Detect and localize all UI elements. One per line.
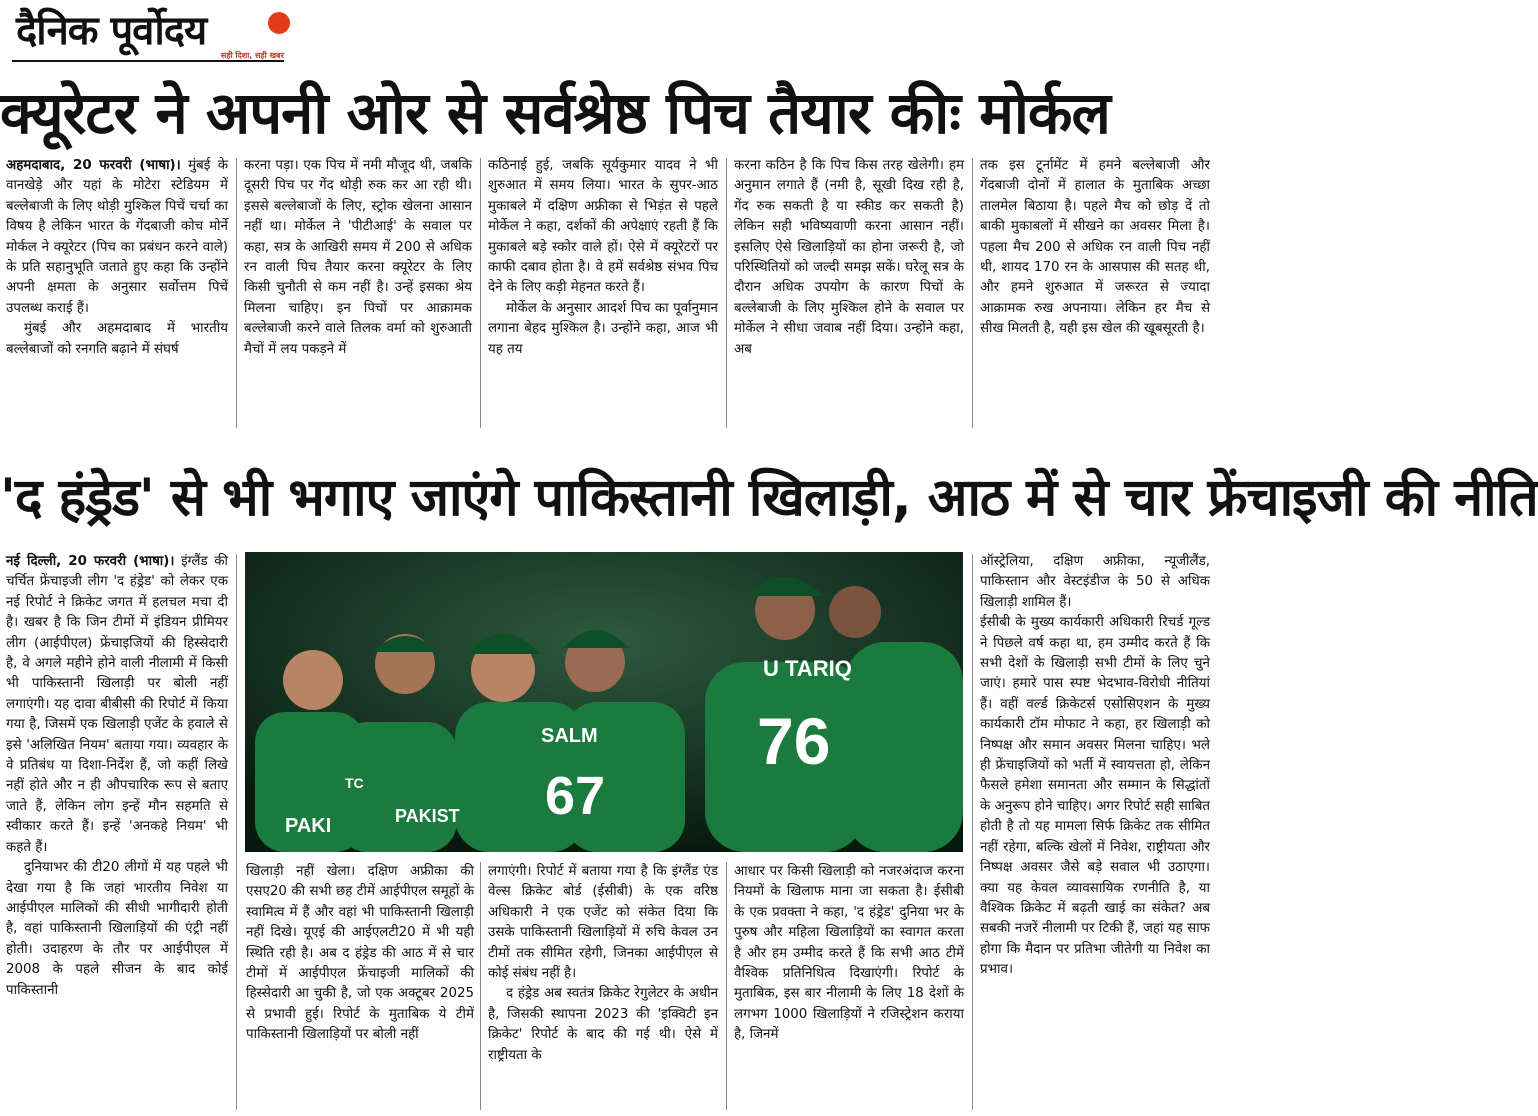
jersey-number: 76 (757, 704, 831, 778)
story2-col4-text: आधार पर किसी खिलाड़ी को नजरअंदाज करना नियमों के खिलाफ माना जा सकता है। ईसीबी के एक प्रवक्ता ने कहा, 'द हंड्रेड' दुनिया भर के पुरुष और महिला खिलाड़ियों का स्वागत करता है और हम उम्मीद करते हैं कि सभी आठ टीमें वैश्विक प्रतिनिधित्व दिखाएंगी। रिपोर्ट के मुताबिक, इस बार नीलामी के लिए 18 देशों के लगभग 1000 खिलाड़ियों ने रजिस्ट्रेशन कराया है, जिनमें (734, 864, 964, 1043)
story2-headline: 'द हंड्रेड' से भी भगाए जाएंगे पाकिस्तानी खिलाड़ी, आठ में से चार फ्रेंचाइजी की नीति (0, 468, 1538, 528)
column-divider (972, 554, 973, 1110)
jersey-name: SALM (541, 725, 598, 747)
story2-col3-text: लगाएंगी। रिपोर्ट में बताया गया है कि इंग्लैंड एंड वेल्स क्रिकेट बोर्ड (ईसीबी) के एक वरिष्ठ अधिकारी ने एक एजेंट को संकेत दिया कि उसके पाकिस्तानी खिलाड़ियों में रुचि केवल उन टीमों तक सीमित रहेगी, जिनका आईपीएल से कोई संबंध नहीं है। (488, 864, 718, 982)
jersey-name: U TARIQ (763, 656, 852, 681)
jersey-number: 67 (545, 766, 606, 826)
newspaper-name: दैनिक पूर्वोदय (16, 8, 207, 54)
column-divider (480, 862, 481, 1110)
story2-column-2 (246, 862, 474, 1112)
masthead (12, 6, 284, 72)
newspaper-tagline: सही दिशा, सही खबर (220, 51, 284, 60)
story1-dateline: अहमदाबाद, 20 फरवरी (भाषा)। (6, 158, 181, 173)
story1-column-1 (6, 156, 228, 432)
masthead-rule (12, 60, 284, 62)
story2-column-1 (6, 552, 228, 1112)
story1-col4-text: करना कठिन है कि पिच किस तरह खेलेगी। हम अनुमान लगाते हैं (नमी है, सूखी दिख रही है, गेंद रुक सकती है या स्कीड कर सकती है) लेकिन सही भविष्यवाणी करना आसान नहीं। इसलिए ऐसे खिलाड़ियों का होना जरूरी है, जो परिस्थितियों को जल्दी समझ सकें। घरेलू सत्र के दौरान अधिक उपयोग के कारण पिचों के बल्लेबाजी के लिए मुश्किल होने के सवाल पर मोर्केल ने सीधा जवाब नहीं दिया। उन्होंने कहा, अब (734, 158, 964, 357)
column-divider (236, 554, 237, 1110)
story1-col3-text: कठिनाई हुई, जबकि सूर्यकुमार यादव ने भी शुरुआत में समय लिया। भारत के सुपर-आठ मुकाबले में दक्षिण अफ्रीका से भिड़ंत से पहले मोर्केल ने कहा, दर्शकों की अपेक्षाएं रहती हैं कि मुकाबले बड़े स्कोर वाले हों। ऐसे में क्यूरेटरों पर काफी दबाव होता है। वे हमें सर्वश्रेष्ठ संभव पिच देने के लिए कड़ी मेहनत करते हैं। (488, 158, 718, 296)
jersey-text: TC (345, 775, 364, 791)
story1-column-4 (734, 156, 964, 432)
story1-column-2 (244, 156, 472, 432)
cricket-team-photo (245, 552, 963, 852)
column-divider (480, 158, 481, 428)
story2-col3b-text: द हंड्रेड अब स्वतंत्र क्रिकेट रेगुलेटर के अधीन है, जिसकी स्थापना 2023 की 'इक्विटी इन क्रिकेट' रिपोर्ट के बाद की गई थी। ऐसे में राष्ट्रीयता के (488, 986, 718, 1063)
story2-column-5 (980, 552, 1210, 1112)
story1-column-5 (980, 156, 1210, 432)
story1-column-3 (488, 156, 718, 432)
column-divider (726, 158, 727, 428)
story1-col1b-text: मुंबई और अहमदाबाद में भारतीय बल्लेबाजों को रनगति बढ़ाने में संघर्ष (6, 321, 228, 357)
jersey-text: PAKIST (395, 806, 460, 826)
story2-col1-text: इंग्लैंड की चर्चित फ्रेंचाइजी लीग 'द हंड्रेड' को लेकर एक नई रिपोर्ट ने क्रिकेट जगत में हलचल मचा दी है। खबर है कि जिन टीमों में इंडियन प्रीमियर लीग (आईपीएल) फ्रेंचाइजियों की हिस्सेदारी है, वे अगले महीने होने वाली नीलामी में किसी भी पाकिस्तानी खिलाड़ी पर बोली नहीं लगाएंगी। यह दावा बीबीसी की रिपोर्ट में किया गया है, जिसमें एक खिलाड़ी एजेंट के हवाले से इसे 'अलिखित नियम' बताया गया। व्यवहार के वे प्रतिबंध या दिशा-निर्देश हैं, जो कहीं लिखे नहीं होते और न ही औपचारिक रूप से बताए जाते हैं, लेकिन लोग इन्हें मौन सहमति से स्वीकार करते हैं। इन्हें 'अनकहे नियम' भी कहते हैं। (6, 554, 228, 855)
story1-col2-text: करना पड़ा। एक पिच में नमी मौजूद थी, जबकि दूसरी पिच पर गेंद थोड़ी रुक कर आ रही थी। इससे बल्लेबाजों के लिए, स्ट्रोक खेलना आसान नहीं था। मोर्केल ने 'पीटीआई' के सवाल पर कहा, सत्र के आखिरी समय में 200 से अधिक रन वाली पिच तैयार करना क्यूरेटर के लिए किसी चुनौती से कम नहीं है। उन्हें इसका श्रेय मिलना चाहिए। इन पिचों पर आक्रामक बल्लेबाजी करने वाले तिलक वर्मा को शुरुआती मैचों में लय पकड़ने में (244, 158, 472, 357)
column-divider (726, 862, 727, 1110)
story2-col5b-text: ईसीबी के मुख्य कार्यकारी अधिकारी रिचर्ड गूल्ड ने पिछले वर्ष कहा था, हम उम्मीद करते हैं कि सभी देशों के खिलाड़ी सभी टीमों के लिए चुने जाएं। हमारे पास स्पष्ट भेदभाव-विरोधी नीतियां हैं। वहीं वर्ल्ड क्रिकेटर्स एसोसिएशन के मुख्य कार्यकारी टॉम मोफाट ने कहा, हर खिलाड़ी को निष्पक्ष और समान अवसर मिलना चाहिए। भले ही फ्रेंचाइजियों को भर्ती में स्वायत्तता हो, लेकिन फैसले हमेशा समानता और सम्मान के सिद्धांतों के अनुरूप होने चाहिए। अगर रिपोर्ट सही साबित होती है तो यह मामला सिर्फ क्रिकेट तक सीमित नहीं रहेगा, बल्कि खेलों में निवेश, राष्ट्रीयता और निष्पक्ष अवसर जैसे बड़े सवाल भी उठाएगा। क्या यह केवल व्यावसायिक रणनीति है, या वैश्विक क्रिकेट में बढ़ती खाई का संकेत? अब सबकी नजरें नीलामी पर टिकी हैं, जहां यह साफ होगा कि मैदान पर प्रतिभा जीतेगी या निवेश का प्रभाव। (980, 615, 1210, 978)
players-illustration (245, 552, 963, 852)
story2-col5a-text: ऑस्ट्रेलिया, दक्षिण अफ्रीका, न्यूजीलैंड, पाकिस्तान और वेस्टइंडीज के 50 से अधिक खिलाड़ी शामिल हैं। (980, 554, 1210, 610)
story2-column-3 (488, 862, 718, 1112)
story2-dateline: नई दिल्ली, 20 फरवरी (भाषा)। (6, 554, 175, 569)
story2-col1b-text: दुनियाभर की टी20 लीगों में यह पहले भी देखा गया है कि जहां भारतीय निवेश या आईपीएल मालिकों की सीधी भागीदारी होती है, वहां पाकिस्तानी खिलाड़ियों की एंट्री नहीं होती। उदाहरण के तौर पर आईपीएल में 2008 के पहले सीजन के बाद कोई पाकिस्तानी (6, 860, 228, 998)
column-divider (972, 158, 973, 428)
story1-col5-text: तक इस टूर्नामेंट में हमने बल्लेबाजी और गेंदबाजी दोनों में हालात के मुताबिक अच्छा तालमेल बिठाया है। पहले मैच को छोड़ दें तो बाकी मुकाबलों में सीखने का अवसर मिला है। पहला मैच 200 से अधिक रन वाली पिच नहीं थी, शायद 170 रन के आसपास की सतह थी, और हमने शुरुआत में जरूरत से ज्यादा आक्रामक रुख अपनाया। लेकिन हर मैच से सीख मिलती है, यही इस खेल की खूबसूरती है। (980, 158, 1210, 337)
story2-col2-text: खिलाड़ी नहीं खेला। दक्षिण अफ्रीका की एसए20 की सभी छह टीमें आईपीएल समूहों के स्वामित्व में हैं और वहां भी पाकिस्तानी खिलाड़ी नहीं दिखे। यूएई की आईएलटी20 में भी यही स्थिति रही है। अब द हंड्रेड की आठ में से चार टीमों में आईपीएल फ्रेंचाइजी मालिकों की हिस्सेदारी आ चुकी है, जो एक अक्टूबर 2025 से प्रभावी हुई। रिपोर्ट के मुताबिक ये टीमें पाकिस्तानी खिलाड़ियों पर बोली नहीं (246, 864, 474, 1043)
story2-column-4 (734, 862, 964, 1112)
story1-col1-text: मुंबई के वानखेड़े और यहां के मोटेरा स्टेडियम में बल्लेबाजी के लिए थोड़ी मुश्किल पिचें चर्चा का विषय है लेकिन भारत के गेंदबाजी कोच मोर्ने मोर्कल ने क्यूरेटर (पिच का प्रबंधन करने वाले) के प्रति सहानुभूति जताते हुए कहा कि उन्होंने अपनी क्षमता के अनुसार सर्वोत्तम पिचें उपलब्ध कराई हैं। (6, 158, 228, 316)
story1-col3b-text: मोर्केल के अनुसार आदर्श पिच का पूर्वानुमान लगाना बेहद मुश्किल है। उन्होंने कहा, आज भी यह तय (488, 300, 718, 357)
logo-sun-icon (268, 12, 290, 34)
column-divider (236, 158, 237, 428)
story1-headline: क्यूरेटर ने अपनी ओर से सर्वश्रेष्ठ पिच तैयार कीः मोर्कल (0, 79, 1110, 147)
jersey-text: PAKI (285, 815, 332, 837)
